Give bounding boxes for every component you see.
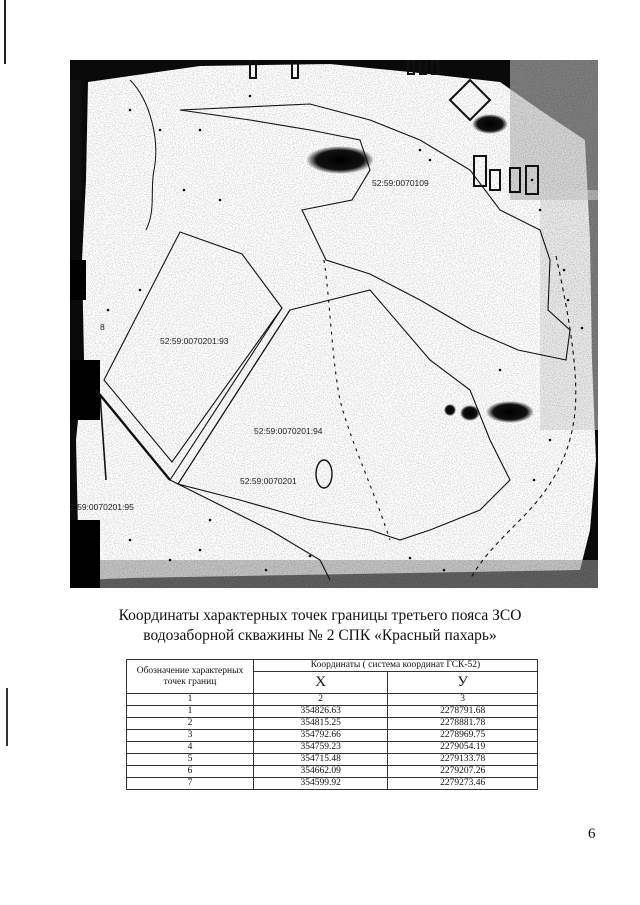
scan-edge-mark <box>6 688 8 746</box>
y-cell: 2279054.19 <box>388 742 538 754</box>
table-row <box>127 706 538 718</box>
table-row <box>127 718 538 730</box>
caption-line-1: Координаты характерных точек границы третьего пояса ЗСО <box>118 607 522 624</box>
parcel-label-93: 52:59:0070201:93 <box>160 336 229 346</box>
parcel-label-95: 2:59:0070201:95 <box>70 502 134 512</box>
x-cell: 354815.25 <box>254 718 388 730</box>
scan-edge-mark <box>4 0 6 64</box>
point-cell: 7 <box>127 778 254 790</box>
coordinates-table <box>126 659 538 790</box>
cadastral-map <box>70 60 598 588</box>
y-cell: 2279133.78 <box>388 754 538 766</box>
caption-line-2: водозаборной скважины № 2 СПК «Красный пахарь» <box>143 627 497 644</box>
point-cell: 1 <box>127 706 254 718</box>
table-header-row <box>127 660 538 672</box>
table-row <box>127 754 538 766</box>
point-cell: 6 <box>127 766 254 778</box>
parcel-label-94: 52:59:0070201:94 <box>254 426 323 436</box>
y-cell: 2278881.78 <box>388 718 538 730</box>
header-x: X <box>254 672 388 694</box>
table-row <box>127 766 538 778</box>
x-cell: 354599.92 <box>254 778 388 790</box>
table-row <box>127 730 538 742</box>
table-caption <box>60 606 580 646</box>
header-coordinates: Координаты ( система координат ГСК-52) <box>254 660 538 672</box>
table-numbering-row <box>127 694 538 706</box>
y-cell: 2278791.68 <box>388 706 538 718</box>
numbering-cell: 2 <box>254 694 388 706</box>
page-number: 6 <box>588 826 596 842</box>
table-row <box>127 778 538 790</box>
point-cell: 5 <box>127 754 254 766</box>
x-cell: 354826.63 <box>254 706 388 718</box>
x-cell: 354792.66 <box>254 730 388 742</box>
y-cell: 2279273.46 <box>388 778 538 790</box>
y-cell: 2279207.26 <box>388 766 538 778</box>
parcel-label-204: 52:59:0070201 <box>240 476 297 486</box>
header-y: У <box>388 672 538 694</box>
numbering-cell: 1 <box>127 694 254 706</box>
parcel-label-69: 52:59:0070109 <box>372 178 429 188</box>
x-cell: 354662.09 <box>254 766 388 778</box>
header-designation: Обозначение характерных точек границ <box>127 660 254 694</box>
point-cell: 2 <box>127 718 254 730</box>
point-cell: 3 <box>127 730 254 742</box>
y-cell: 2278969.75 <box>388 730 538 742</box>
table-row <box>127 742 538 754</box>
x-cell: 354759.23 <box>254 742 388 754</box>
numbering-cell: 3 <box>388 694 538 706</box>
x-cell: 354715.48 <box>254 754 388 766</box>
point-cell: 4 <box>127 742 254 754</box>
parcel-label-edge: 8 <box>100 322 105 332</box>
